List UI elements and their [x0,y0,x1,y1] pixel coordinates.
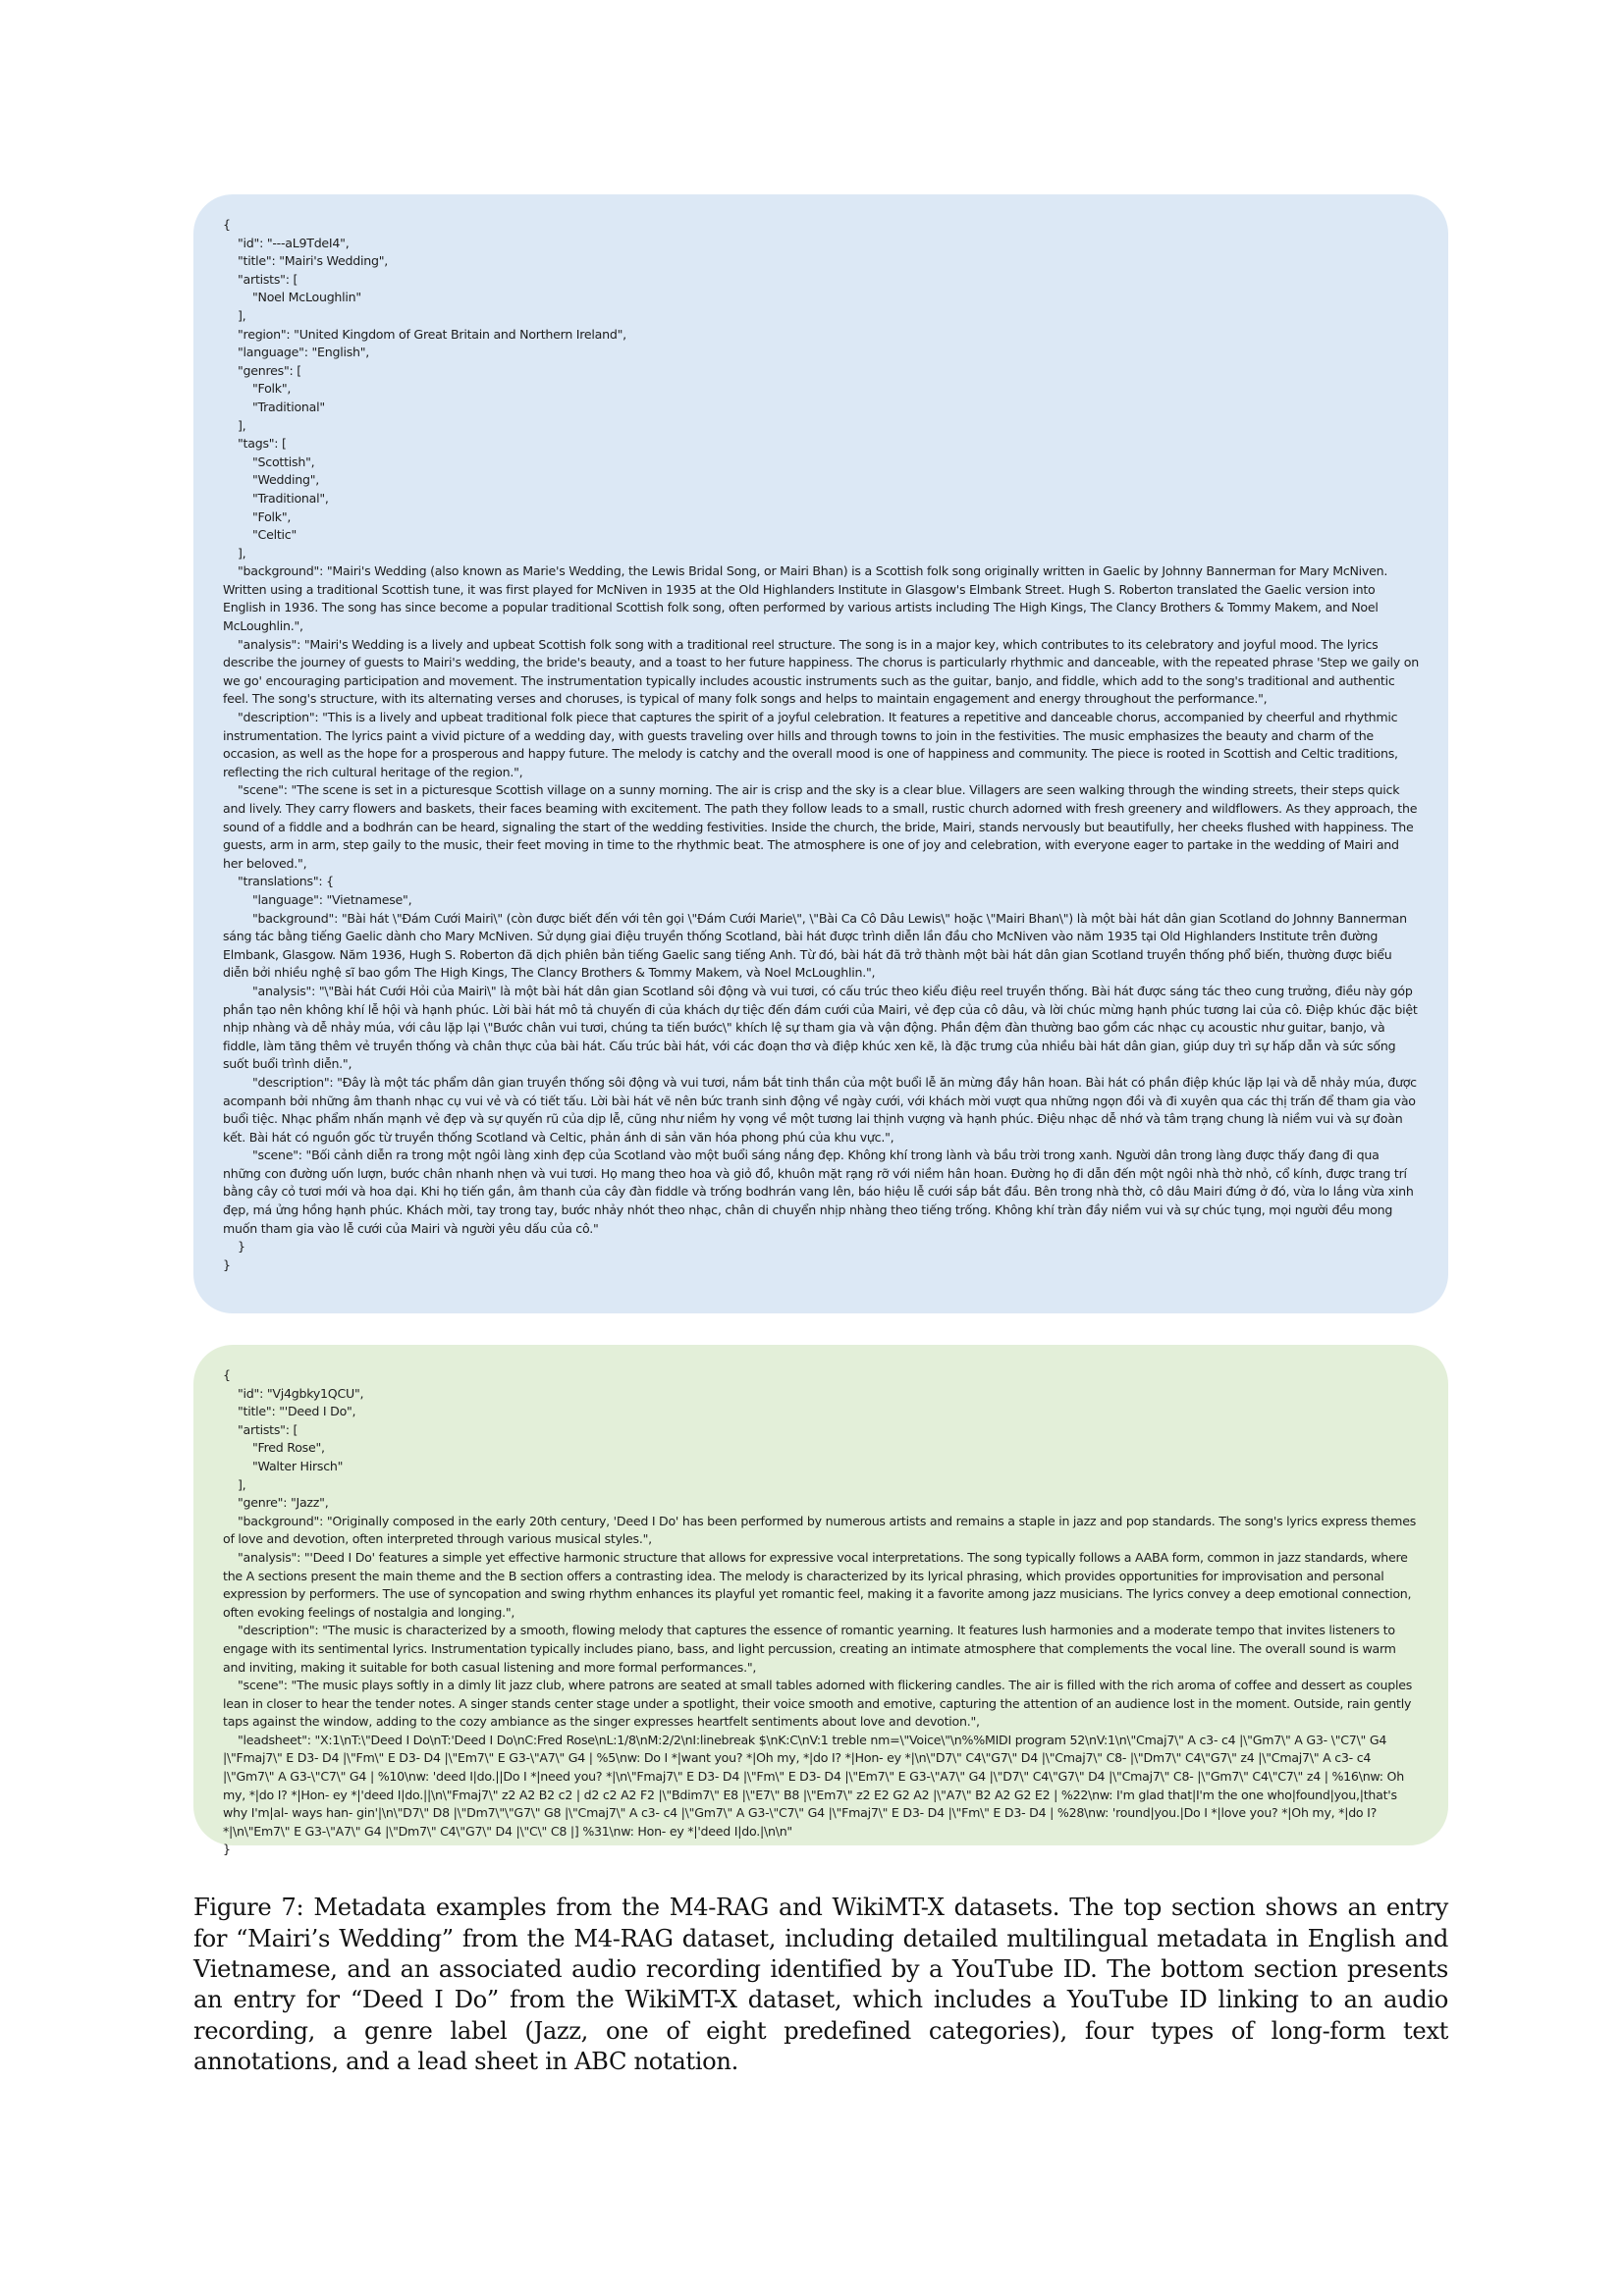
wikimt-x-metadata-box [193,1345,1448,1857]
json-analysis-field: "analysis": "Mairi's Wedding is a lively and upbeat Scottish folk song with a traditional reel structure. The song is in a major key, which contributes to its celebratory and joyful mood. The lyrics describe the journey of guests to Mairi's wedding, the bride's beauty, and a toast to her future happiness. The chorus is particularly rhythmic and danceable, with the repeated phrase 'Step we gaily on we go' encouraging participation and movement. The instrumentation typically includes acoustic instruments such as the guitar, banjo, and fiddle, which add to the song's traditional and authentic feel. The song's structure, with its alternating verses and choruses, is typical of many folk songs and helps to maintain engagement and energy throughout the performance.", [223,636,1419,707]
json-artists-close: ], [238,1476,246,1492]
json-translation-background: "background": "Bài hát \"Đám Cưới Mairi\" (còn được biết đến với tên gọi \"Đám Cưới Marie\", \"Bài Ca Cô Dâu Lewis\" hoặc \"Mairi Bhan\") là một bài hát dân gian Scotland do Johnny Bannerman sáng tác bằng tiếng Gaelic dành cho Mary McNiven. Sử dụng giai điệu truyền thống Scotland, bài hát được trình diễn lần đầu cho McNiven vào năm 1935 tại Old Highlanders Institute trên đường Elmbank, Glasgow. Năm 1936, Hugh S. Roberton đã dịch phiên bản tiếng Gaelic sang tiếng Anh. Từ đó, bài hát đã trở thành một bài hát dân gian Scotland truyền thống phổ biến, thường được biểu diễn bởi nhiều nghệ sĩ bao gồm The High Kings, The Clancy Brothers & Tommy Makem, và Noel McLoughlin.", [223,910,1407,981]
json-open-brace: { [223,217,231,232]
json-open-brace: { [223,1367,231,1382]
json-background-field: "background": "Mairi's Wedding (also known as Marie's Wedding, the Lewis Bridal Song, or Mairi Bhan) is a Scottish folk song originally written in Gaelic by Johnny Bannerman for Mary McNiven. Written using a traditional Scottish tune, it was first played for McNiven in 1935 at the Old Highlanders Institute in Glasgow's Elmbank Street. Hugh S. Roberton translated the Gaelic version into English in 1936. The song has since become a popular traditional Scottish folk song, often performed by various artists including The High Kings, The Clancy Brothers & Tommy Makem, and Noel McLoughlin.", [223,563,1388,634]
json-tag-item: "Folk", [252,508,292,524]
json-tag-item: "Celtic" [252,527,297,543]
json-scene-field: "scene": "The music plays softly in a dimly lit jazz club, where patrons are seated at small tables adorned with flickering candles. The air is filled with the rich aroma of coffee and dessert as couples lean in closer to hear the tender notes. A singer stands center stage under a spotlight, their voice smooth and emotive, capturing the attention of an audience lost in the moment. Outside, rain gently taps against the window, adding to the cozy ambiance as the singer expresses heartfelt sentiments about love and devotion.", [223,1678,1413,1730]
json-genres-close: ], [238,417,246,433]
json-description-field: "description": "The music is characterized by a smooth, flowing melody that captures the essence of romantic yearning. It features lush harmonies and a moderate tempo that invites listeners to engage with its sentimental lyrics. Instrumentation typically includes piano, bass, and light percussion, creating an intimate atmosphere that complements the vocal line. The overall sound is warm and inviting, making it suitable for both casual listening and more formal performances.", [223,1623,1396,1675]
json-tag-item: "Traditional", [252,490,329,506]
json-genre-line: "genre": "Jazz", [238,1495,329,1511]
json-translation-scene: "scene": "Bối cảnh diễn ra trong một ngôi làng xinh đẹp của Scotland vào một buổi sáng nắng đẹp. Không khí trong lành và bầu trời trong xanh. Người dân trong làng được thấy đang đi qua những con đường uốn lượn, bước chân nhanh nhẹn và vui tươi. Họ mang theo hoa và giỏ đồ, khuôn mặt rạng rỡ với niềm hân hoan. Đường họ đi dẫn đến một ngôi nhà thờ nhỏ, cổ kính, được trang trí bằng cây cỏ tươi mới và hoa dại. Khi họ tiến gần, âm thanh của cây đàn fiddle và trống bodhrán vang lên, báo hiệu lễ cưới sắp bắt đầu. Bên trong nhà thờ, cô dâu Mairi đứng ở đó, vừa lo lắng vừa xinh đẹp, má ửng hồng hạnh phúc. Khách mời, tay trong tay, bước nhảy nhót theo nhạc, chân di chuyển nhịp nhàng theo tiếng trống. Không khí tràn đầy niềm vui và sự chúc tụng, mọi người đều mong muốn tham gia vào lễ cưới của Mairi và người yêu dấu của cô." [223,1148,1414,1236]
json-analysis-field: "analysis": "'Deed I Do' features a simple yet effective harmonic structure that allows for expressive vocal interpretations. The song typically follows a AABA form, common in jazz standards, where the A sections present the main theme and the B section offers a contrasting idea. The melody is characterized by its lyrical phrasing, which provides opportunities for improvisation and personal expression by performers. The use of syncopation and swing rhythm enhances its playful yet romantic feel, making it a favorite among jazz musicians. The lyrics convey a deep emotional connection, often evoking feelings of nostalgia and longing.", [223,1549,1412,1620]
m4-rag-metadata-box [193,194,1448,1313]
figure-caption: Figure 7: Metadata examples from the M4-RAG and WikiMT-X datasets. The top section shows an entry for “Mairi’s Wedding” from the M4-RAG dataset, including detailed multilingual metadata in English and Vietnamese, and an associated audio recording identified by a YouTube ID. The bottom section presents an entry for “Deed I Do” from the WikiMT-X dataset, which includes a YouTube ID linking to an audio recording, a genre label (Jazz, one of eight predefined categories), four types of long-form text annotations, and a lead sheet in ABC notation. [193,1894,1448,2076]
json-translations-open: "translations": { [238,874,334,889]
json-tags-open: "tags": [ [238,436,287,452]
json-tag-item: "Scottish", [252,454,315,469]
json-language-line: "language": "English", [238,345,370,360]
json-title-line: "title": "'Deed I Do", [238,1404,356,1419]
json-leadsheet-field: "leadsheet": "X:1\nT:\"Deed I Do\nT:'Deed I Do\nC:Fred Rose\nL:1/8\nM:2/2\nI:linebreak $\nK:C\nV:1 treble nm=\"Voice\"\n%%MIDI program 52\nV:1\n\"Cmaj7\" A c3- c4 |\"Gm7\" A G3- \"C7\" G4 |\"Fmaj7\" E D3- D4 |\"Fm\" E D3- D4 |\"Em7\" E G3-\"A7\" G4 | %5\nw: Do I *|want you? *|Oh my, *|do I? *|Hon- ey *|\n\"D7\" C4\"G7\" D4 |\"Cmaj7\" C8- |\"Dm7\" C4\"G7\" z4 |\"Cmaj7\" A c3- c4 |\"Gm7\" A G3-\"C7\" G4 | %10\nw: 'deed I|do.||Do I *|need you? *|\n\"Fmaj7\" E D3- D4 |\"Fm\" E D3- D4 |\"Em7\" E G3-\"A7\" G4 |\"D7\" C4\"G7\" D4 |\"Cmaj7\" C8- |\"Gm7\" C4\"C7\" z4 | %16\nw: Oh my, *|do I? *|Hon- ey *|'deed I|do.||\n\"Fmaj7\" z2 A2 B2 c2 | d2 c2 A2 F2 |\"Bdim7\" E8 |\"E7\" B8 |\"Em7\" z2 E2 G2 A2 |\"A7\" B2 A2 G2 E2 | %22\nw: I'm glad that|I'm the one who|found|you,|that's why I'm|al- ways han- gin'|\n\"D7\" D8 |\"Dm7\"\"G7\" G8 |\"Cmaj7\" A c3- c4 |\"Gm7\" A G3-\"C7\" G4 |\"Fmaj7\" E D3- D4 |\"Fm\" E D3- D4 | %28\nw: 'round|you.|Do I *|love you? *|Oh my, *|do I? *|\n\"Em7\" E G3-\"A7\" G4 |\"Dm7\" C4\"G7\" D4 |\"C\" C8 |] %31\nw: Hon- ey *|'deed I|do.|\n\n" [223,1732,1404,1839]
json-translation-analysis: "analysis": "\"Bài hát Cưới Hỏi của Mairi\" là một bài hát dân gian Scotland sôi động và vui tươi, có cấu trúc theo kiểu điệu reel truyền thống. Bài hát được sáng tác theo cung trưởng, điều này góp phần tạo nên không khí lễ hội và hạnh phúc. Lời bài hát mô tả chuyến đi của khách dự tiệc đến đám cưới của Mairi, vẻ đẹp của cô dâu, và lời chúc mừng hạnh phúc tương lai của cô. Điệp khúc đặc biệt nhịp nhàng và dễ nhảy múa, với câu lặp lại \"Bước chân vui tươi, chúng ta tiến bước\" khích lệ sự tham gia và vận động. Phần đệm đàn thường bao gồm các nhạc cụ acoustic như guitar, banjo, và fiddle, làm tăng thêm vẻ truyền thống và chân thực của bài hát. Cấu trúc bài hát, với các đoạn thơ và điệp khúc xen kẽ, là đặc trưng của nhiều bài hát dân gian, giúp duy trì sự hấp dẫn và sức sống suốt buổi trình diễn.", [223,983,1418,1072]
json-close-brace: } [223,1256,231,1272]
json-id-line: "id": "---aL9TdeI4", [238,235,350,250]
json-title-line: "title": "Mairi's Wedding", [238,253,389,269]
json-artists-open: "artists": [ [238,271,298,287]
json-genres-open: "genres": [ [238,362,301,378]
json-translations-close: } [238,1239,245,1255]
json-tags-close: ], [238,545,246,561]
json-genre-item: "Folk", [252,381,292,397]
json-translation-description: "description": "Đây là một tác phẩm dân gian truyền thống sôi động và vui tươi, nắm bắt tinh thần của một buổi lễ ăn mừng đầy hân hoan. Bài hát có phần điệp khúc lặp lại và dễ nhảy múa, được acompanh bởi những âm thanh nhạc cụ vui vẻ và có tiết tấu. Lời bài hát vẽ nên bức tranh sinh động về ngày cưới, với khách mời vượt qua những ngọn đồi và đi xuyên qua các thị trấn để tham gia vào buổi tiệc. Nhạc phẩm nhấn mạnh vẻ đẹp và sự quyến rũ của dịp lễ, cũng như niềm hy vọng về một tương lai thịnh vượng và hạnh phúc. Điệu nhạc dễ nhớ và tâm trạng chung là niềm vui và sự đoàn kết. Bài hát có nguồn gốc từ truyền thống Scotland và Celtic, phản ánh di sản văn hóa phong phú của khu vực.", [223,1074,1417,1145]
json-tag-item: "Wedding", [252,472,320,488]
json-background-field: "background": "Originally composed in the early 20th century, 'Deed I Do' has been performed by numerous artists and remains a staple in jazz and pop standards. The song's lyrics express themes of love and devotion, often interpreted through various musical styles.", [223,1513,1416,1547]
json-region-line: "region": "United Kingdom of Great Britain and Northern Ireland", [238,326,626,342]
json-artist-item: "Fred Rose", [252,1440,325,1456]
json-description-field: "description": "This is a lively and upbeat traditional folk piece that captures the spirit of a joyful celebration. It features a repetitive and danceable chorus, accompanied by cheerful and rhythmic instrumentation. The lyrics paint a vivid picture of a wedding day, with guests traveling over hills and through towns to join in the festivities. The music emphasizes the beauty and charm of the occasion, as well as the hope for a prosperous and happy future. The melody is catchy and the overall mood is one of happiness and community. The piece is rooted in Scottish and Celtic traditions, reflecting the rich cultural heritage of the region.", [223,710,1398,779]
json-close-brace: } [223,1842,231,1857]
json-artist-item: "Walter Hirsch" [252,1458,344,1473]
json-artist-item: "Noel McLoughlin" [252,290,361,305]
json-translation-language: "language": "Vietnamese", [252,891,412,907]
json-id-line: "id": "Vj4gbky1QCU", [238,1385,364,1401]
json-scene-field: "scene": "The scene is set in a picturesque Scottish village on a sunny morning. The air is crisp and the sky is a clear blue. Villagers are seen walking through the winding streets, their steps quick and lively. They carry flowers and baskets, their faces beaming with excitement. The path they follow leads to a small, rustic church adorned with fresh greenery and wildflowers. As they approach, the sound of a fiddle and a bodhrán can be heard, signaling the start of the wedding festivities. Inside the church, the bride, Mairi, stands nervously but beautifully, her cheeks flushed with happiness. The guests, arm in arm, step gaily to the music, their feet moving in time to the rhythmic beat. The atmosphere is one of joy and celebration, with everyone eager to partake in the wedding of Mairi and her beloved.", [223,782,1418,871]
json-genre-item: "Traditional" [252,399,325,414]
json-artists-close: ], [238,307,246,323]
json-artists-open: "artists": [ [238,1421,298,1437]
